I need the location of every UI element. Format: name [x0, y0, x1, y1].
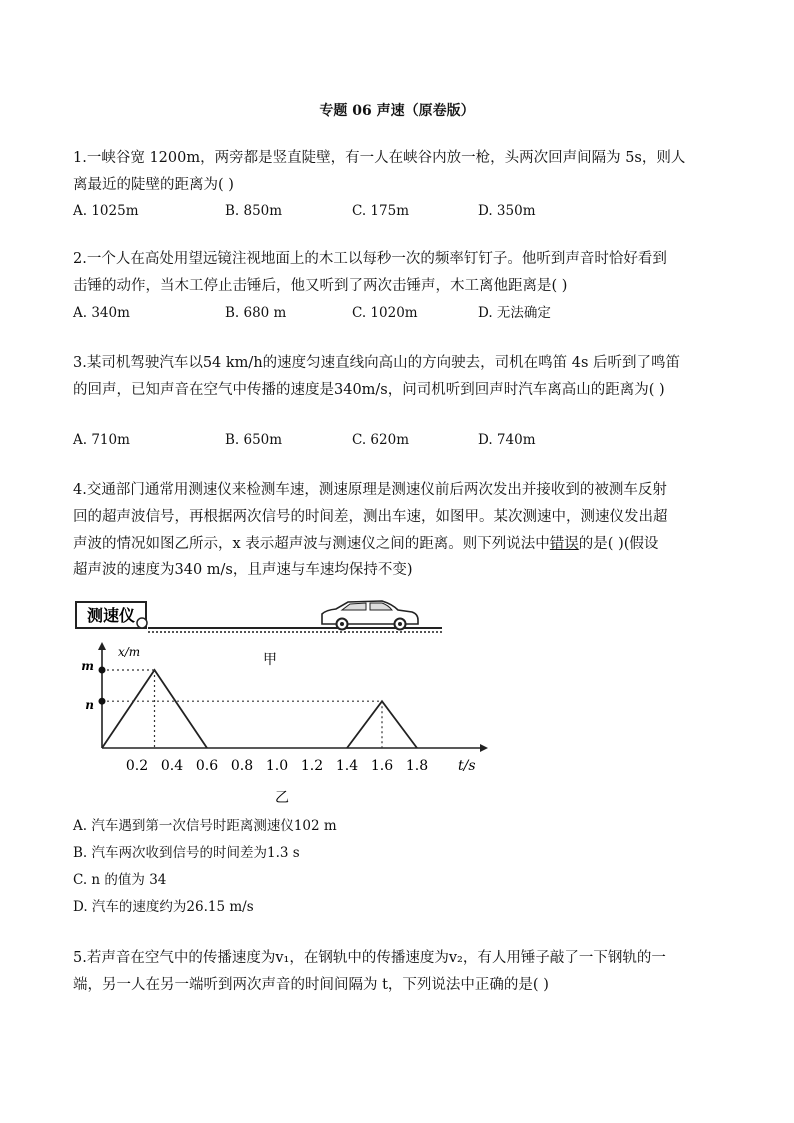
q3-line-1: 3.某司机驾驶汽车以54 km/h的速度匀速直线向高山的方向驶去，司机在鸣笛 4s 后听到了鸣笛 [73, 355, 681, 371]
q3-line-2: 的回声，已知声音在空气中传播的速度是340m/s，问司机听到回声时汽车离高山的距离为( ) [73, 382, 665, 398]
q3-option-b: B. 650m [225, 432, 283, 448]
x-tick-label: 0.2 [125, 758, 149, 774]
chart-marks [99, 667, 429, 775]
device-sensor-icon [137, 618, 147, 628]
q1-option-d: D. 350m [478, 203, 536, 219]
q2-line-1: 2.一个人在高处用望远镜注视地面上的木工以每秒一次的频率钉钉子。他听到声音时恰好看到 [73, 251, 667, 267]
q4-line-2: 回的超声波信号，再根据两次信号的时间差，测出车速，如图甲。某次测速中，测速仪发出超 [73, 509, 668, 525]
q3-option-a: A. 710m [73, 432, 130, 448]
xt-graph [81, 642, 488, 774]
q2-option-d: D. 无法确定 [478, 305, 551, 321]
q1-line-1: 1.一峡谷宽 1200m，两旁都是竖直陡壁，有一人在峡谷内放一枪，头两次回声间隔为 5s，则人 [73, 150, 686, 166]
x-tick-label: 1.2 [300, 758, 324, 774]
q3-option-c: C. 620m [352, 432, 409, 448]
q4-error-word: 错误 [549, 536, 579, 552]
m-point [99, 667, 106, 674]
label-jia: 甲 [263, 652, 277, 668]
x-tick-label: 1.6 [370, 758, 394, 774]
x-tick-label: 0.8 [230, 758, 254, 774]
q5-line-2: 端，另一人在另一端听到两次声音的时间间隔为 t，下列说法中正确的是( ) [73, 977, 549, 993]
q2-option-c: C. 1020m [352, 305, 418, 321]
q2-line-2: 击锤的动作，当木工停止击锤后，他又听到了两次击锤声，木工离他距离是( ) [73, 278, 568, 294]
q2-option-a: A. 340m [73, 305, 130, 321]
device-label: 测速仪 [86, 606, 136, 625]
n-label: n [85, 698, 94, 712]
document-title: 专题 06 声速（原卷版） [319, 103, 475, 119]
q4-line-4: 超声波的速度为340 m/s，且声速与车速均保持不变) [73, 562, 413, 578]
q1-option-c: C. 175m [352, 203, 409, 219]
speed-measurement-figure [70, 598, 490, 810]
q4-option-b: B. 汽车两次收到信号的时间差为1.3 s [73, 845, 300, 861]
x-tick-label: 0.4 [160, 758, 184, 774]
y-axis-arrow [98, 642, 106, 650]
q4-line-3 [73, 534, 733, 554]
q4-option-a: A. 汽车遇到第一次信号时距离测速仪102 m [73, 818, 337, 834]
q4-line-3-start: 声波的情况如图乙所示，x 表示超声波与测速仪之间的距离。则下列说法中 [73, 536, 550, 552]
x-axis-arrow [480, 744, 488, 752]
car-icon [322, 601, 418, 630]
q4-line-3-end: 的是( )(假设 [578, 536, 659, 552]
x-tick-label: 1.4 [335, 758, 359, 774]
q3-option-d: D. 740m [478, 432, 536, 448]
label-yi: 乙 [275, 790, 289, 806]
q4-option-d: D. 汽车的速度约为26.15 m/s [73, 899, 254, 915]
y-axis-label: x/m [118, 645, 141, 659]
q1-line-2: 离最近的陡壁的距离为( ) [73, 177, 234, 193]
x-axis-label: t/s [458, 758, 476, 774]
q5-line-1: 5.若声音在空气中的传播速度为v₁，在钢轨中的传播速度为v₂，有人用锤子敲了一下钢轨的一 [73, 950, 666, 966]
q2-option-b: B. 680 m [225, 305, 287, 321]
q4-line-1: 4.交通部门通常用测速仪来检测车速，测速原理是测速仪前后两次发出并接收到的被测车反射 [73, 482, 667, 498]
x-tick-label: 1.0 [265, 758, 289, 774]
q1-option-a: A. 1025m [73, 203, 139, 219]
q1-option-b: B. 850m [225, 203, 283, 219]
x-tick-label: 1.8 [405, 758, 429, 774]
n-point [99, 698, 106, 705]
x-tick-label: 0.6 [195, 758, 219, 774]
m-label: m [81, 659, 94, 673]
series-line-2 [347, 701, 417, 748]
q4-option-c: C. n 的值为 34 [73, 872, 167, 888]
